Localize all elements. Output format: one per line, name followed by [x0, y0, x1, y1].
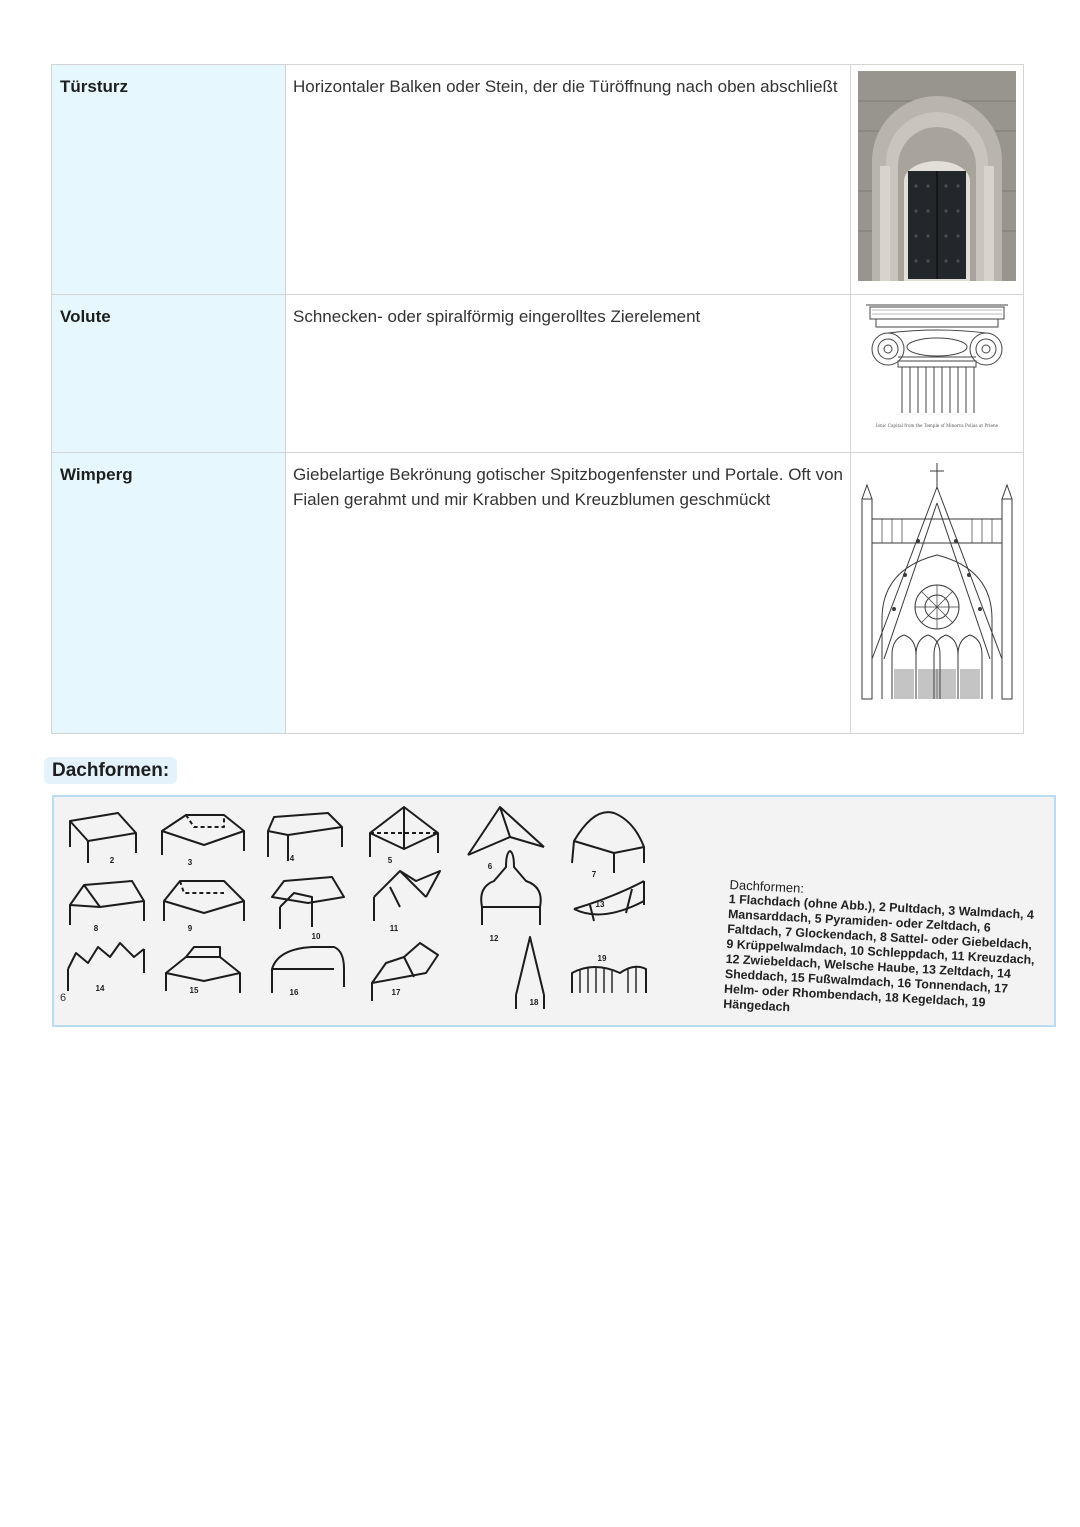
roof-sketch: [272, 877, 344, 929]
roof-sketch: [68, 943, 144, 991]
ionic-capital-drawing: [858, 301, 1016, 441]
roof-sketch: [468, 807, 544, 855]
image-caption: Ionic Capital from the Temple of Minerva Polias at Priene: [875, 423, 999, 428]
figure-number: 9: [187, 924, 193, 933]
roof-sketch: [164, 881, 244, 921]
roof-sketch: [70, 881, 144, 925]
roof-sketch: [374, 871, 440, 921]
figure-number: 4: [289, 854, 295, 863]
figure-number: 12: [489, 934, 499, 943]
term-cell: Türsturz: [52, 65, 286, 295]
term-cell: Volute: [52, 295, 286, 453]
figure-number: 14: [95, 984, 105, 993]
table-row: [52, 295, 1024, 453]
legend-text: 1 Flachdach (ohne Abb.), 2 Pultdach, 3 Walmdach, 4 Mansarddach, 5 Pyramiden- oder Zeltdach, 6 Faltdach, 7 Glockendach, 8 Sattel- oder Giebeldach, 9 Krüppelwalmdach, 10 Schleppdach, 11 Kreuzdach, 12 Zwiebeldach, Welsche Haube, 13 Zeltdach, 14 Sheddach, 15 Fußwalmdach, 16 Tonnendach, 17 Helm- oder Rhombendach, 18 Kegeldach, 19 Hängedach: [722, 891, 1035, 1015]
roof-sketch: [572, 967, 646, 993]
figure-number: 2: [109, 856, 115, 865]
figure-number: 10: [311, 932, 321, 941]
roof-sketch: [372, 943, 438, 1001]
section-heading: Dachformen:: [44, 757, 177, 784]
figure-number: 8: [93, 924, 99, 933]
roof-sketch: [166, 947, 240, 993]
image-cell: [851, 295, 1024, 453]
figure-number: 11: [389, 924, 399, 933]
roof-sketch: [162, 815, 244, 855]
definition-cell: Giebelartige Bekrönung gotischer Spitzbogenfenster und Portale. Oft von Fialen gerahmt und mir Krabben und Kreuzblumen geschmückt: [286, 453, 851, 734]
table-row: [52, 453, 1024, 734]
roof-sketch: [572, 812, 644, 873]
roof-sketch: [272, 947, 344, 993]
definition-cell: Schnecken- oder spiralförmig eingerolltes Zierelement: [286, 295, 851, 453]
figure-number: 6: [487, 862, 493, 871]
roof-sketch: [70, 813, 136, 863]
roof-forms-figure: [52, 795, 1056, 1027]
figure-number: 19: [597, 954, 607, 963]
edge-mark: 6: [60, 992, 67, 1004]
glossary-table: [51, 64, 1024, 734]
image-cell: [851, 453, 1024, 734]
roof-sketch: [574, 881, 644, 921]
figure-number: 7: [591, 870, 597, 879]
roof-sketch: [268, 813, 342, 861]
doorway-photo: [858, 71, 1016, 281]
legend-title: Dachformen:: [729, 877, 805, 896]
figure-number: 13: [595, 900, 605, 909]
definition-cell: Horizontaler Balken oder Stein, der die Türöffnung nach oben abschließt: [286, 65, 851, 295]
figure-number: 5: [387, 856, 393, 865]
figure-number: 15: [189, 986, 199, 995]
figure-number: 18: [529, 998, 539, 1007]
roof-legend: [723, 877, 1040, 1028]
term-cell: Wimperg: [52, 453, 286, 734]
figure-number: 3: [187, 858, 193, 867]
gothic-gable-drawing: [858, 459, 1016, 719]
table-row: [52, 65, 1024, 295]
figure-number: 16: [289, 988, 299, 997]
roof-sketch: [370, 807, 438, 857]
image-cell: [851, 65, 1024, 295]
figure-number: 17: [391, 988, 401, 997]
